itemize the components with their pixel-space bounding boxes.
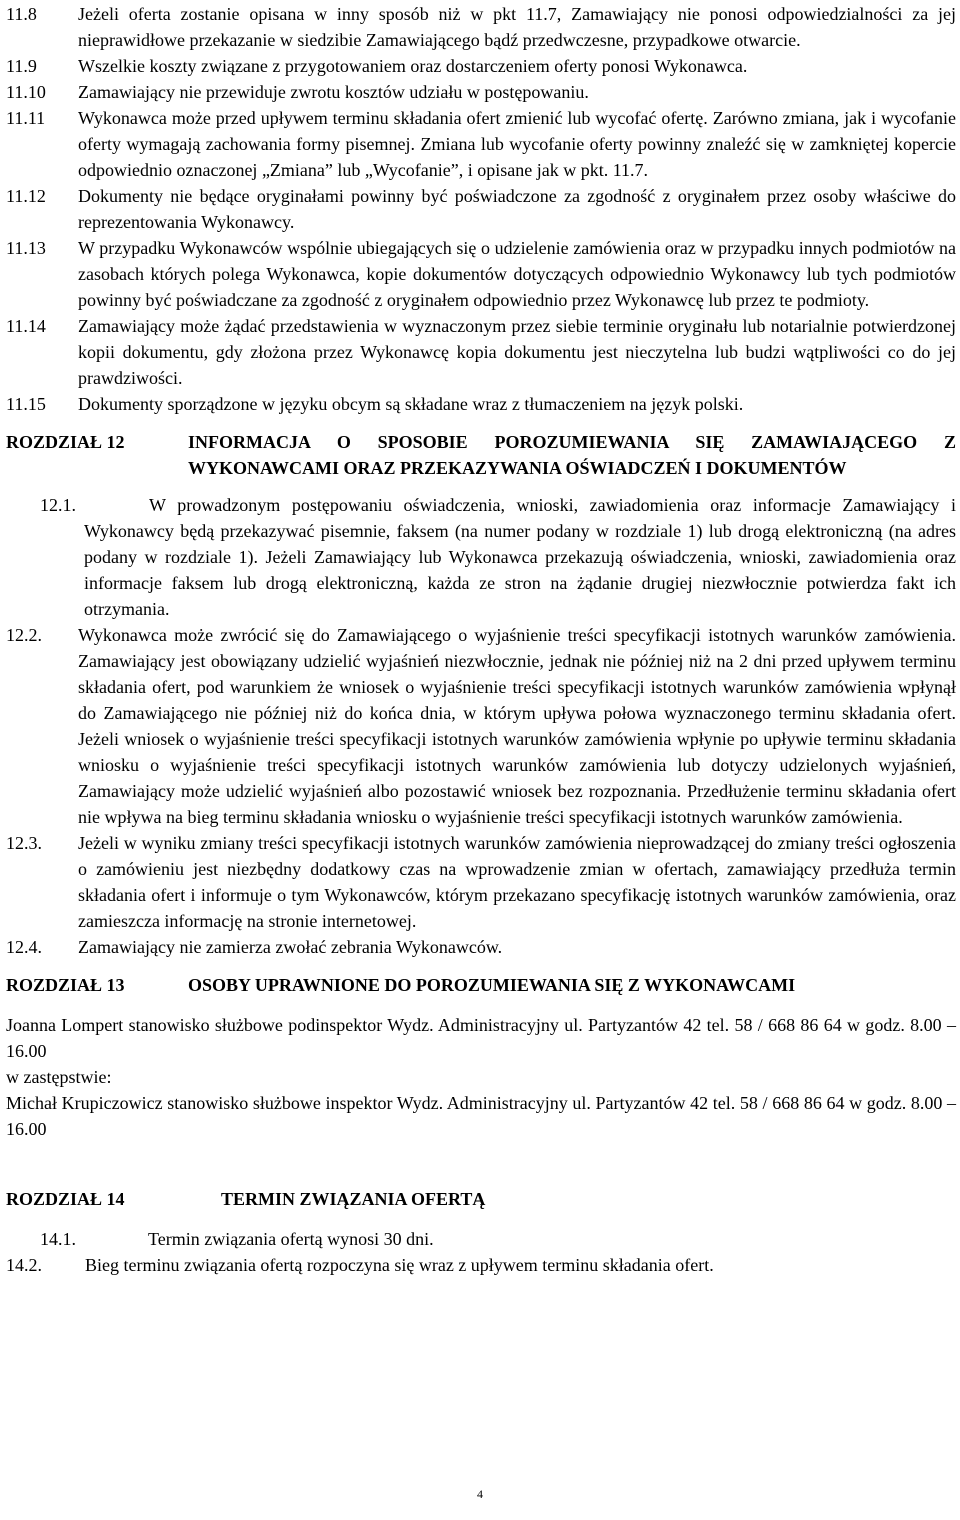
chapter-13-label: ROZDZIAŁ 13	[6, 975, 125, 995]
list-item	[6, 830, 956, 934]
list-item	[6, 183, 956, 235]
list-item	[6, 105, 956, 183]
item-number: 11.11	[6, 108, 46, 128]
section-11-list	[6, 1, 956, 417]
item-number-inline: 12.1.	[40, 495, 76, 515]
page-number: 4	[477, 1487, 483, 1501]
list-item	[6, 622, 956, 830]
item-number: 11.15	[6, 394, 46, 414]
chapter-14-label: ROZDZIAŁ 14	[6, 1189, 125, 1209]
chapter-12-list	[6, 492, 956, 960]
list-item	[6, 492, 956, 622]
item-text: Zamawiający nie zamierza zwołać zebrania Wykonawców.	[78, 937, 503, 957]
list-item	[6, 235, 956, 313]
item-text: Dokumenty sporządzone w języku obcym są składane wraz z tłumaczeniem na język polski.	[78, 394, 744, 414]
chapter-12-label: ROZDZIAŁ 12	[6, 432, 125, 452]
list-item	[6, 313, 956, 391]
item-text: Wykonawca może przed upływem terminu składania ofert zmienić lub wycofać ofertę. Zarówno zmiana, jak i wycofanie oferty wymagają zachowania formy pisemnej. Zmiana lub wycofanie oferty powinny znaleźć się w zamkniętej kopercie odpowiednio oznaczonej „Zmiana” lub „Wycofanie”, i opisane jak w pkt. 11.7.	[78, 108, 956, 180]
contact-primary: Joanna Lompert stanowisko służbowe podinspektor Wydz. Administracyjny ul. Partyzantów 42 tel. 58 / 668 86 64 w godz. 8.00 – 16.00	[6, 1015, 956, 1061]
chapter-13-title: OSOBY UPRAWNIONE DO POROZUMIEWANIA SIĘ Z WYKONAWCAMI	[188, 975, 796, 995]
chapter-13-heading	[6, 972, 956, 998]
item-number: 11.10	[6, 82, 46, 102]
item-number: 14.2.	[6, 1255, 42, 1275]
item-text: Wykonawca może zwrócić się do Zamawiającego o wyjaśnienie treści specyfikacji istotnych warunków zamówienia. Zamawiający jest obowiązany udzielić wyjaśnień niezwłocznie, jednak nie później niż na 2 dni przed upływem terminu składania ofert, pod warunkiem że wniosek o wyjaśnienie treści specyfikacji istotnych warunków zamówienia wpłynął do Zamawiającego nie później niż do końca dnia, w którym upływa połowa wyznaczonego terminu składania ofert. Jeżeli wniosek o wyjaśnienie treści specyfikacji istotnych warunków zamówienia wpłynie po upływie terminu składania wniosku o wyjaśnienie treści specyfikacji istotnych warunków zamówienia lub dotyczy udzielonych wyjaśnień, Zamawiający może udzielić wyjaśnień albo pozostawić wniosek bez rozpoznania. Przedłużenie terminu składania ofert nie wpływa na bieg terminu składania wniosku o wyjaśnienie treści specyfikacji istotnych warunków zamówienia.	[78, 625, 956, 827]
item-text: Jeżeli oferta zostanie opisana w inny sposób niż w pkt 11.7, Zamawiający nie ponosi odpowiedzialności za jej nieprawidłowe przekazanie w siedzibie Zamawiającego bądź przedwczesne, przypadkowe otwarcie.	[78, 4, 956, 50]
substitute-label: w zastępstwie:	[6, 1067, 112, 1087]
item-text: W przypadku Wykonawców wspólnie ubiegających się o udzielenie zamówienia oraz w przypadku innych podmiotów na zasobach których polega Wykonawca, kopie dokumentów dotyczących odpowiednio Wykonawcy lub tych podmiotów powinny być poświadczane za zgodność z oryginałem odpowiednio przez Wykonawcę lub przez te podmioty.	[78, 238, 956, 310]
item-text	[40, 492, 956, 622]
item-text: Wszelkie koszty związane z przygotowaniem oraz dostarczeniem oferty ponosi Wykonawca.	[78, 56, 748, 76]
item-number: 12.2.	[6, 625, 42, 645]
item-number: 12.3.	[6, 833, 42, 853]
chapter-12-heading	[6, 429, 956, 481]
item-text: Zamawiający może żądać przedstawienia w wyznaczonym przez siebie terminie oryginału lub notarialnie potwierdzonej kopii dokumentu, gdy złożona przez Wykonawcę kopia dokumentu jest nieczytelna lub budzi wątpliwości co do jej prawdziwości.	[78, 316, 956, 388]
list-item	[6, 934, 956, 960]
chapter-13-contacts	[6, 1012, 956, 1142]
chapter-14-list	[6, 1226, 956, 1278]
item-number: 11.14	[6, 316, 46, 336]
chapter-14-heading	[6, 1186, 956, 1212]
item-text: Jeżeli w wyniku zmiany treści specyfikacji istotnych warunków zamówienia nieprowadzącej do zmiany treści ogłoszenia o zamówieniu jest niezbędny dodatkowy czas na wprowadzenie zmian w ofertach, zamawiający przedłuża termin składania ofert i informuje o tym Wykonawców, którym przekazano specyfikację istotnych warunków zamówienia, oraz zamieszcza informację na stronie internetowej.	[78, 833, 956, 931]
contact-substitute: Michał Krupiczowicz stanowisko służbowe inspektor Wydz. Administracyjny ul. Partyzantów 42 tel. 58 / 668 86 64 w godz. 8.00 – 16.00	[6, 1093, 956, 1139]
list-item	[6, 53, 956, 79]
list-item	[6, 1226, 956, 1252]
chapter-14-title: TERMIN ZWIĄZANIA OFERTĄ	[221, 1189, 486, 1209]
chapter-12-title: INFORMACJA O SPOSOBIE POROZUMIEWANIA SIĘ ZAMAWIAJĄCEGO Z WYKONAWCAMI ORAZ PRZEKAZYWANIA OŚWIADCZEŃ I DOKUMENTÓW	[188, 432, 956, 478]
item-number: 11.9	[6, 56, 37, 76]
item-number: 11.12	[6, 186, 46, 206]
item-text: Zamawiający nie przewiduje zwrotu kosztów udziału w postępowaniu.	[78, 82, 589, 102]
list-item	[6, 79, 956, 105]
item-text: Dokumenty nie będące oryginałami powinny być poświadczone za zgodność z oryginałem przez osoby właściwe do reprezentowania Wykonawcy.	[78, 186, 956, 232]
item-number: 14.1.	[40, 1229, 76, 1249]
item-number: 11.8	[6, 4, 37, 24]
list-item	[6, 391, 956, 417]
item-number: 12.4.	[6, 937, 42, 957]
list-item	[6, 1252, 956, 1278]
item-text: Bieg terminu związania ofertą rozpoczyna się wraz z upływem terminu składania ofert.	[85, 1255, 714, 1275]
document-page	[6, 1, 956, 1278]
list-item	[6, 1, 956, 53]
item-number: 11.13	[6, 238, 46, 258]
item-body: W prowadzonym postępowaniu oświadczenia, wnioski, zawiadomienia oraz informacje Zamawiający i Wykonawcy będą przekazywać pisemnie, faksem (na numer podany w rozdziale 1) lub drogą elektroniczną (na adres podany w rozdziale 1). Jeżeli Zamawiający lub Wykonawca przekazują oświadczenia, wnioski, zawiadomienia oraz informacje faksem lub drogą elektroniczną, każda ze stron na żądanie drugiej niezwłocznie potwierdza fakt ich otrzymania.	[84, 495, 956, 619]
item-text: Termin związania ofertą wynosi 30 dni.	[148, 1229, 434, 1249]
